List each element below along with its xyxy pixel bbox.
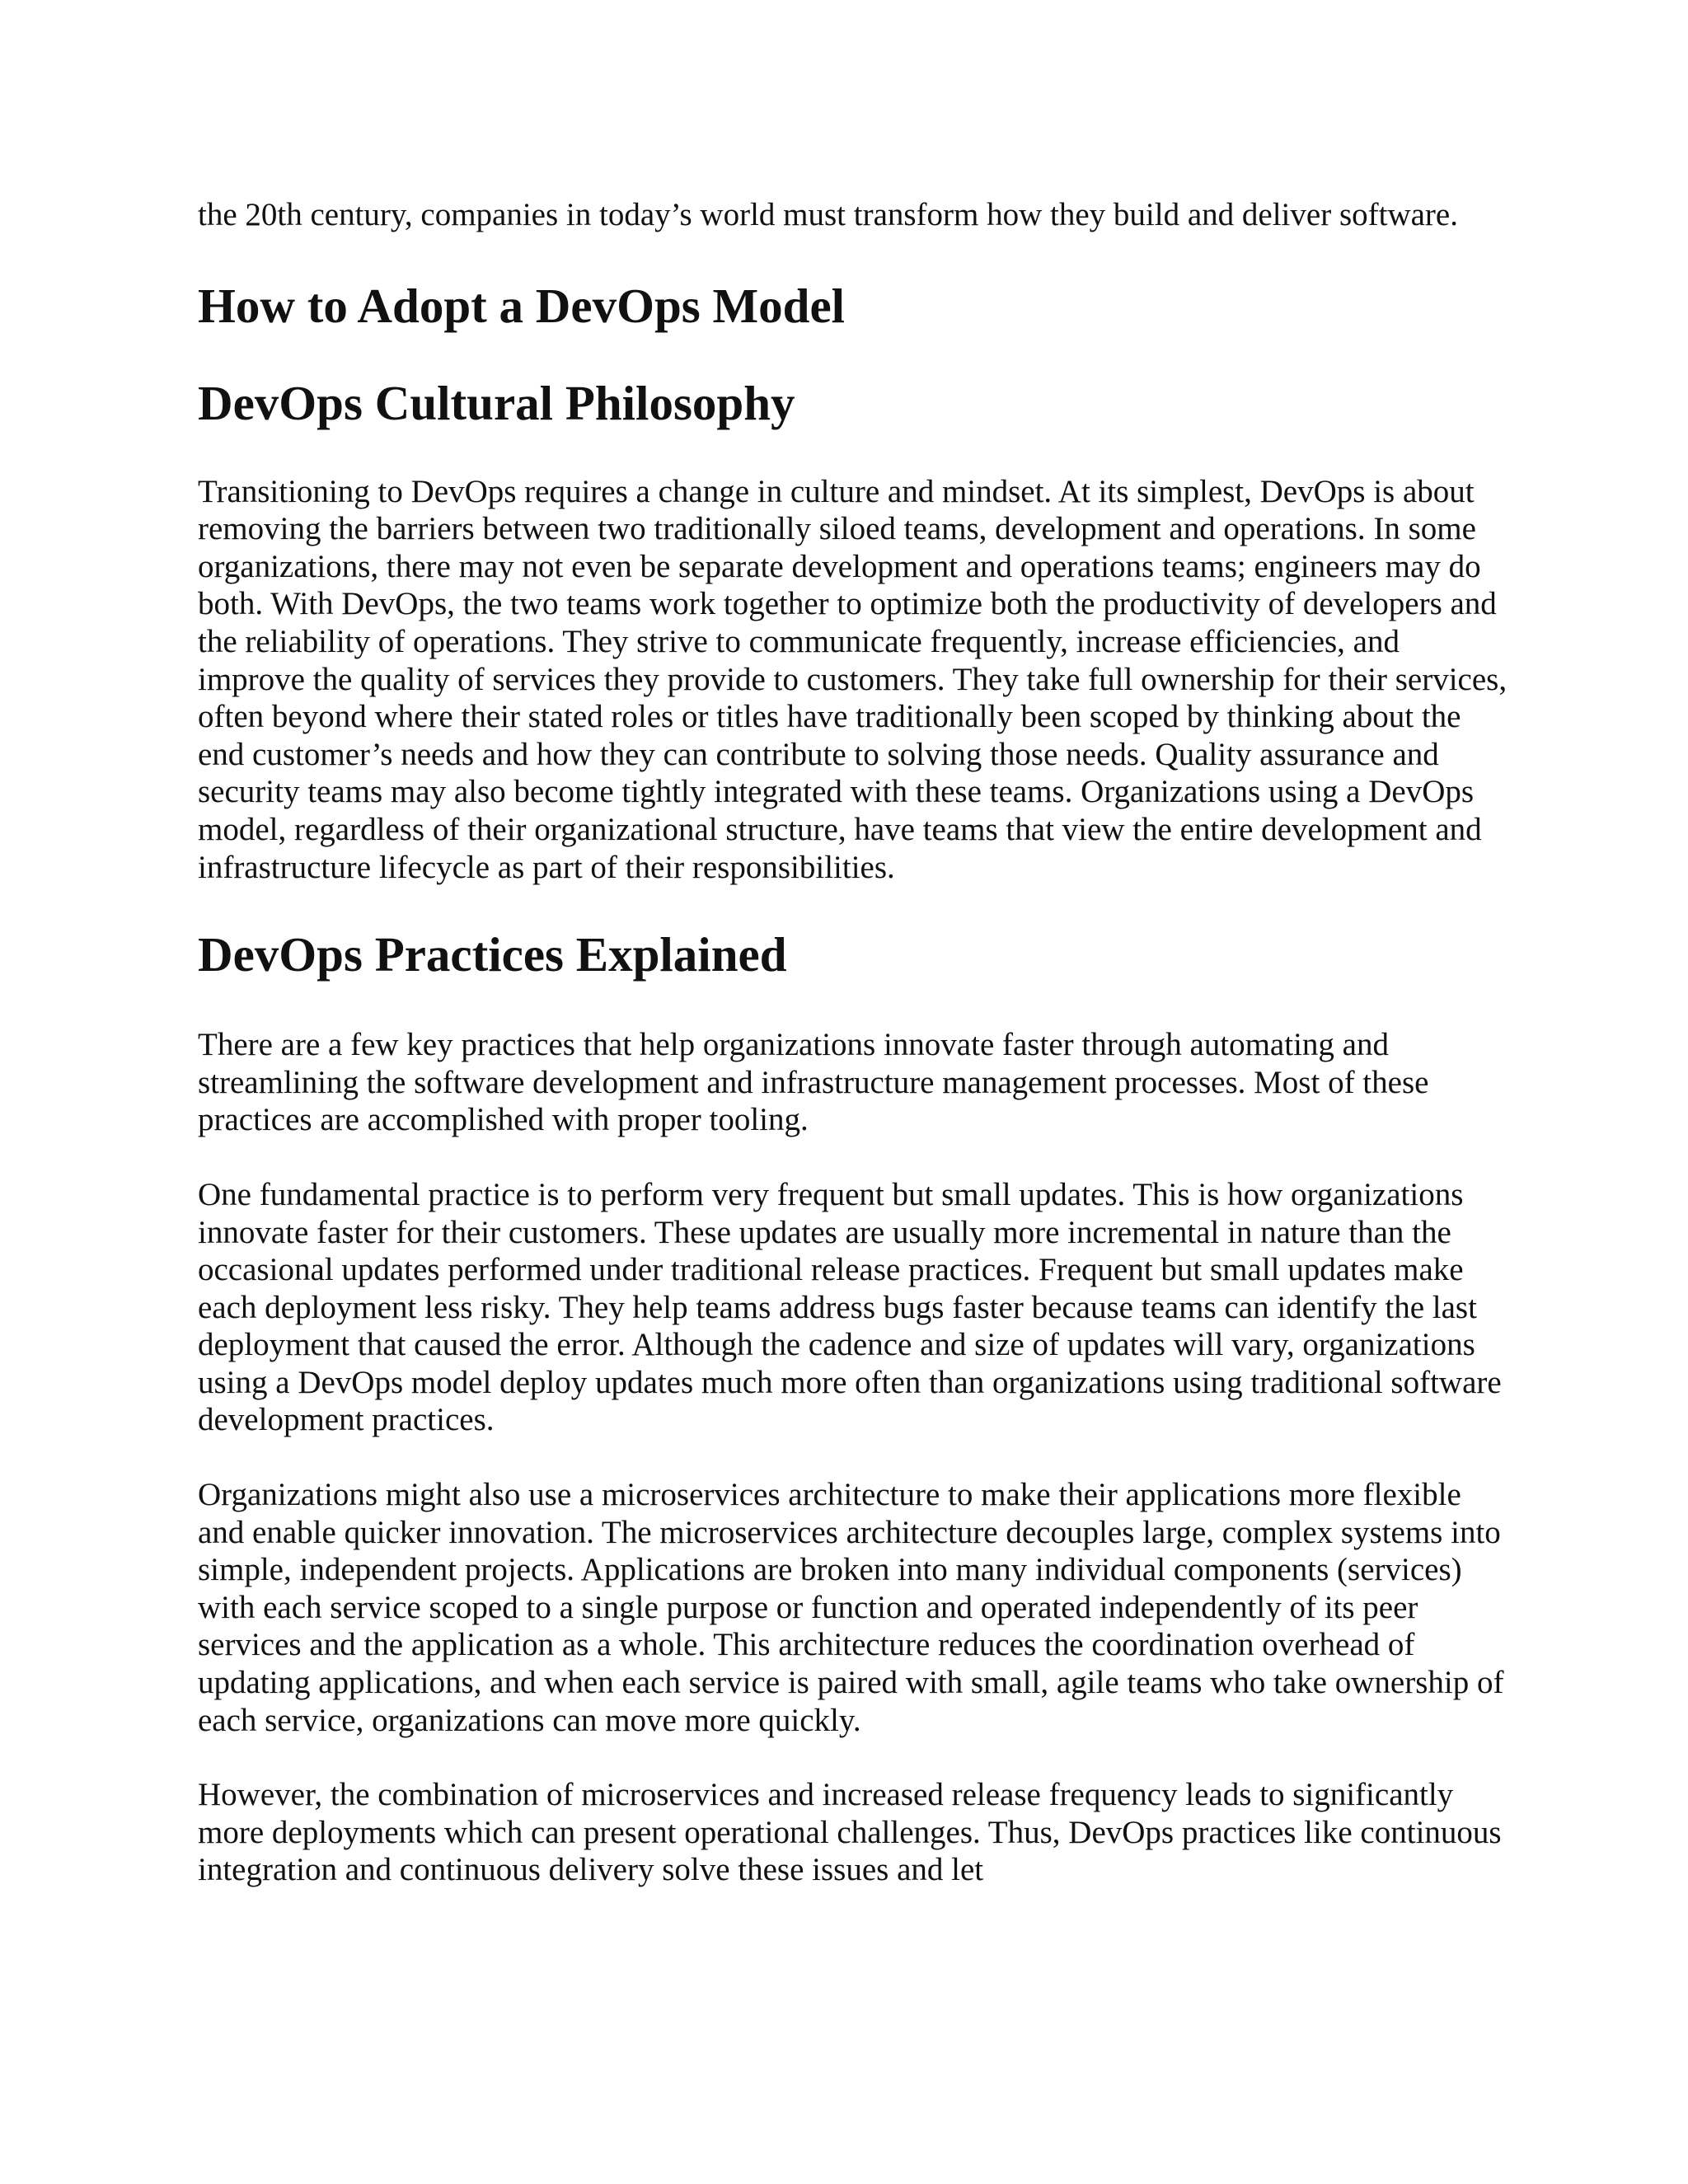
intro-paragraph: the 20th century, companies in today’s world must transform how they build and deliver software. (198, 197, 1458, 232)
paragraph-key-practices: There are a few key practices that help organizations innovate faster through automating and streamlining the software development and infrastructure management processes. Most of these practices are accomplished with proper tooling. (198, 1027, 1429, 1138)
section-heading-practices-explained: DevOps Practices Explained (198, 927, 787, 982)
paragraph-ci-cd: However, the combination of microservices and increased release frequency leads to significantly more deployments which can present operational challenges. Thus, DevOps practices like continuous integration and continuous delivery solve these issues and let (198, 1777, 1502, 1888)
paragraph-frequent-updates: One fundamental practice is to perform very frequent but small updates. This is how organizations innovate faster for their customers. These updates are usually more incremental in nature than the occasional updates performed under traditional release practices. Frequent but small updates make each deployment less risky. They help teams address bugs faster because teams can identify the last deployment that caused the error. Although the cadence and size of updates will vary, organizations using a DevOps model deploy updates much more often than organizations using traditional software development practices. (198, 1176, 1502, 1438)
paragraph-cultural-philosophy: Transitioning to DevOps requires a change in culture and mindset. At its simplest, DevOps is about removing the barriers between two traditionally siloed teams, development and operations. In some organizations, there may not even be separate development and operations teams; engineers may do both. With DevOps, the two teams work together to optimize both the productivity of developers and the reliability of operations. They strive to communicate frequently, increase efficiencies, and improve the quality of services they provide to customers. They take full ownership for their services, often beyond where their stated roles or titles have traditionally been scoped by thinking about the end customer’s needs and how they can contribute to solving those needs. Quality assurance and security teams may also become tightly integrated with these teams. Organizations using a DevOps model, regardless of their organizational structure, have teams that view the entire development and infrastructure lifecycle as part of their responsibilities. (198, 473, 1507, 885)
document-body (198, 196, 1508, 1889)
paragraph-microservices: Organizations might also use a microservices architecture to make their applications more flexible and enable quicker innovation. The microservices architecture decouples large, complex systems into simple, independent projects. Applications are broken into many individual components (services) with each service scoped to a single purpose or function and operated independently of its peer services and the application as a whole. This architecture reduces the coordination overhead of updating applications, and when each service is paired with small, agile teams who take ownership of each service, organizations can move more quickly. (198, 1477, 1504, 1738)
section-heading-adopt-devops-model: How to Adopt a DevOps Model (198, 278, 846, 333)
section-heading-cultural-philosophy: DevOps Cultural Philosophy (198, 375, 795, 430)
